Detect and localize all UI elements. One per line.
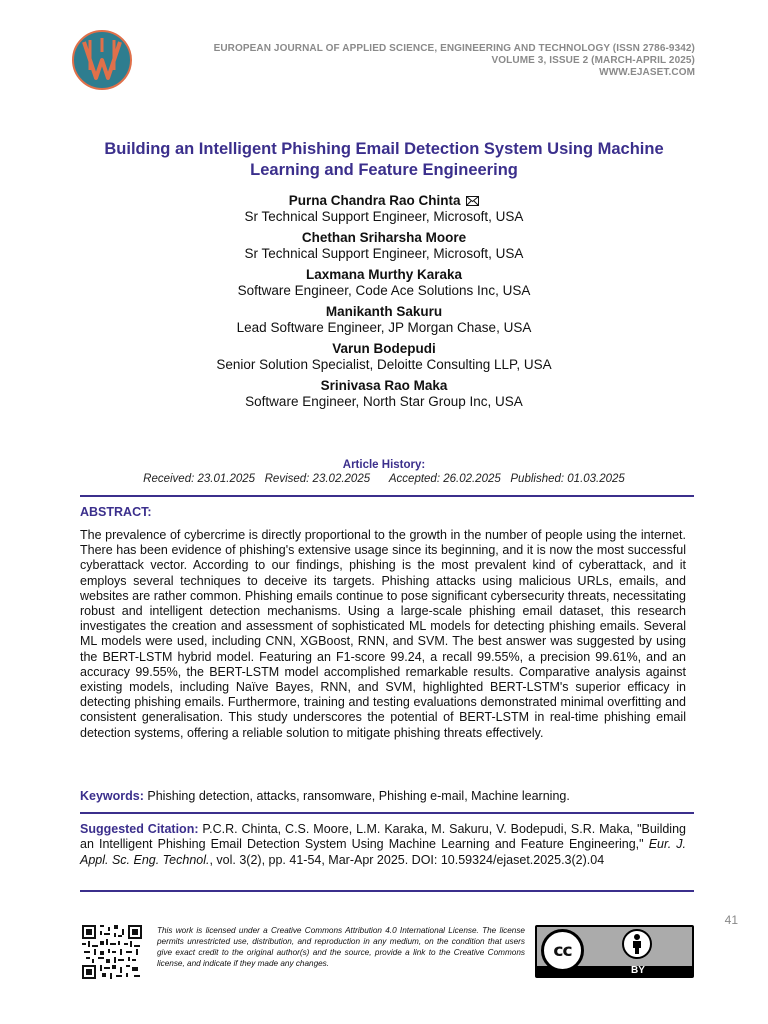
divider: [80, 890, 694, 892]
author-list: [60, 192, 708, 414]
author-name: Varun Bodepudi: [332, 341, 436, 356]
citation-details: , vol. 3(2), pp. 41-54, Mar-Apr 2025. DOI: 10.59324/ejaset.2025.3(2).04: [209, 852, 605, 867]
abstract-text: The prevalence of cybercrime is directly proportional to the growth in the number of people using the internet. There has been evidence of phishing's extensive usage since its beginning, and it is now the most successful cyberattack vector. According to our findings, phishing is the most prevalent kind of cyberattack, and it employs several techniques to deceive its targets. Phishing attacks using malicious URLs, emails, and websites are rather common. Phishing emails continue to pose significant cybersecurity threats, necessitating robust and intelligent detection mechanisms. Using a large-scale phishing email dataset, this research investigates the creation and assessment of sophisticated ML models for detecting phishing emails. Several ML models were used, including CNN, XGBoost, RNN, and SVM. The best answer was suggested by using the BERT-LSTM hybrid model. Featuring an F1-score 99.24, a recall 99.55%, a precision 99.61%, and an accuracy 99.55%, the BERT-LSTM model accomplished remarkable results. Comparative analysis against existing models, including Naïve Bayes, RNN, and SVM, highlighted BERT-LSTM's superior efficacy in detecting phishing emails. Furthermore, training and testing evaluations demonstrated minimal overfitting and consistent generalisation. This study underscores the potential of BERT-LSTM in real-time phishing email detection systems, offering a reliable solution to mitigate phishing threats effectively.: [80, 528, 686, 740]
author-name: Chethan Sriharsha Moore: [301, 230, 467, 245]
article-history-dates: [60, 473, 708, 485]
keywords-text: Phishing detection, attacks, ransomware, Phishing e-mail, Machine learning.: [147, 789, 570, 803]
author-affiliation: Software Engineer, Code Ace Solutions Inc, USA: [237, 283, 531, 298]
journal-website[interactable]: WWW.EJASET.COM: [599, 67, 695, 78]
author-affiliation: Sr Technical Support Engineer, Microsoft, USA: [244, 209, 524, 224]
author-entry: [60, 377, 708, 410]
divider: [80, 812, 694, 814]
received-date: Received: 23.01.2025: [143, 473, 256, 485]
envelope-icon[interactable]: [466, 196, 479, 206]
abstract-heading: ABSTRACT:: [80, 505, 152, 519]
journal-header: [214, 43, 695, 79]
license-text: This work is licensed under a Creative Commons Attribution 4.0 International License. The license permits unrestricted use, distribution, and reproduction in any medium, on the condition that users give exact credit to the original author(s) and the source, provide a link to the Creative Commons license, and indicate if they made any changes.: [157, 926, 525, 968]
author-affiliation: Sr Technical Support Engineer, Microsoft, USA: [244, 246, 524, 261]
journal-volume: VOLUME 3, ISSUE 2 (MARCH-APRIL 2025): [491, 55, 695, 66]
cc-by-badge[interactable]: [535, 925, 694, 978]
author-entry: [60, 229, 708, 262]
keywords: [80, 789, 694, 803]
accepted-date: Accepted: 26.02.2025: [388, 473, 501, 485]
author-entry: [60, 266, 708, 299]
divider: [80, 495, 694, 497]
author-name: Manikanth Sakuru: [325, 304, 443, 319]
citation-label: Suggested Citation:: [80, 822, 199, 836]
keywords-label: Keywords:: [80, 789, 144, 803]
page-number: 41: [724, 913, 738, 927]
revised-date: Revised: 23.02.2025: [264, 473, 371, 485]
author-affiliation: Software Engineer, North Star Group Inc, USA: [245, 394, 523, 409]
title-line-1: Building an Intelligent Phishing Email Detection System Using Machine: [104, 140, 664, 158]
author-entry: [60, 303, 708, 336]
author-entry: [60, 340, 708, 373]
article-history-label: Article History:: [342, 459, 426, 471]
creative-commons-icon: [541, 929, 584, 972]
attribution-person-icon: [622, 929, 652, 959]
author-name: Purna Chandra Rao Chinta: [288, 193, 461, 208]
author-affiliation: Lead Software Engineer, JP Morgan Chase, USA: [236, 320, 532, 335]
citation-text: P.C.R. Chinta, C.S. Moore, L.M. Karaka, M. Sakuru, V. Bodepudi, S.R. Maka, "Building an Intelligent Phishing Email Detection System Using Machine Learning and Feature Engineering,": [80, 822, 686, 852]
author-name: Srinivasa Rao Maka: [320, 378, 448, 393]
title-line-2: Learning and Feature Engineering: [250, 161, 518, 179]
journal-name: EUROPEAN JOURNAL OF APPLIED SCIENCE, ENGINEERING AND TECHNOLOGY (ISSN 2786-9342): [213, 43, 695, 54]
article-title: [60, 139, 708, 181]
author-affiliation: Senior Solution Specialist, Deloitte Consulting LLP, USA: [216, 357, 552, 372]
journal-logo-icon: [72, 30, 132, 90]
qr-code-icon[interactable]: [82, 925, 142, 979]
by-label: BY: [631, 965, 645, 976]
author-name: Laxmana Murthy Karaka: [305, 267, 463, 282]
author-entry: [60, 192, 708, 225]
suggested-citation: [80, 822, 686, 868]
cc-badge-label: cc: [553, 940, 572, 961]
citation-journal: Eur. J. Appl. Sc. Eng. Technol.: [80, 837, 686, 867]
published-date: Published: 01.03.2025: [510, 473, 625, 485]
